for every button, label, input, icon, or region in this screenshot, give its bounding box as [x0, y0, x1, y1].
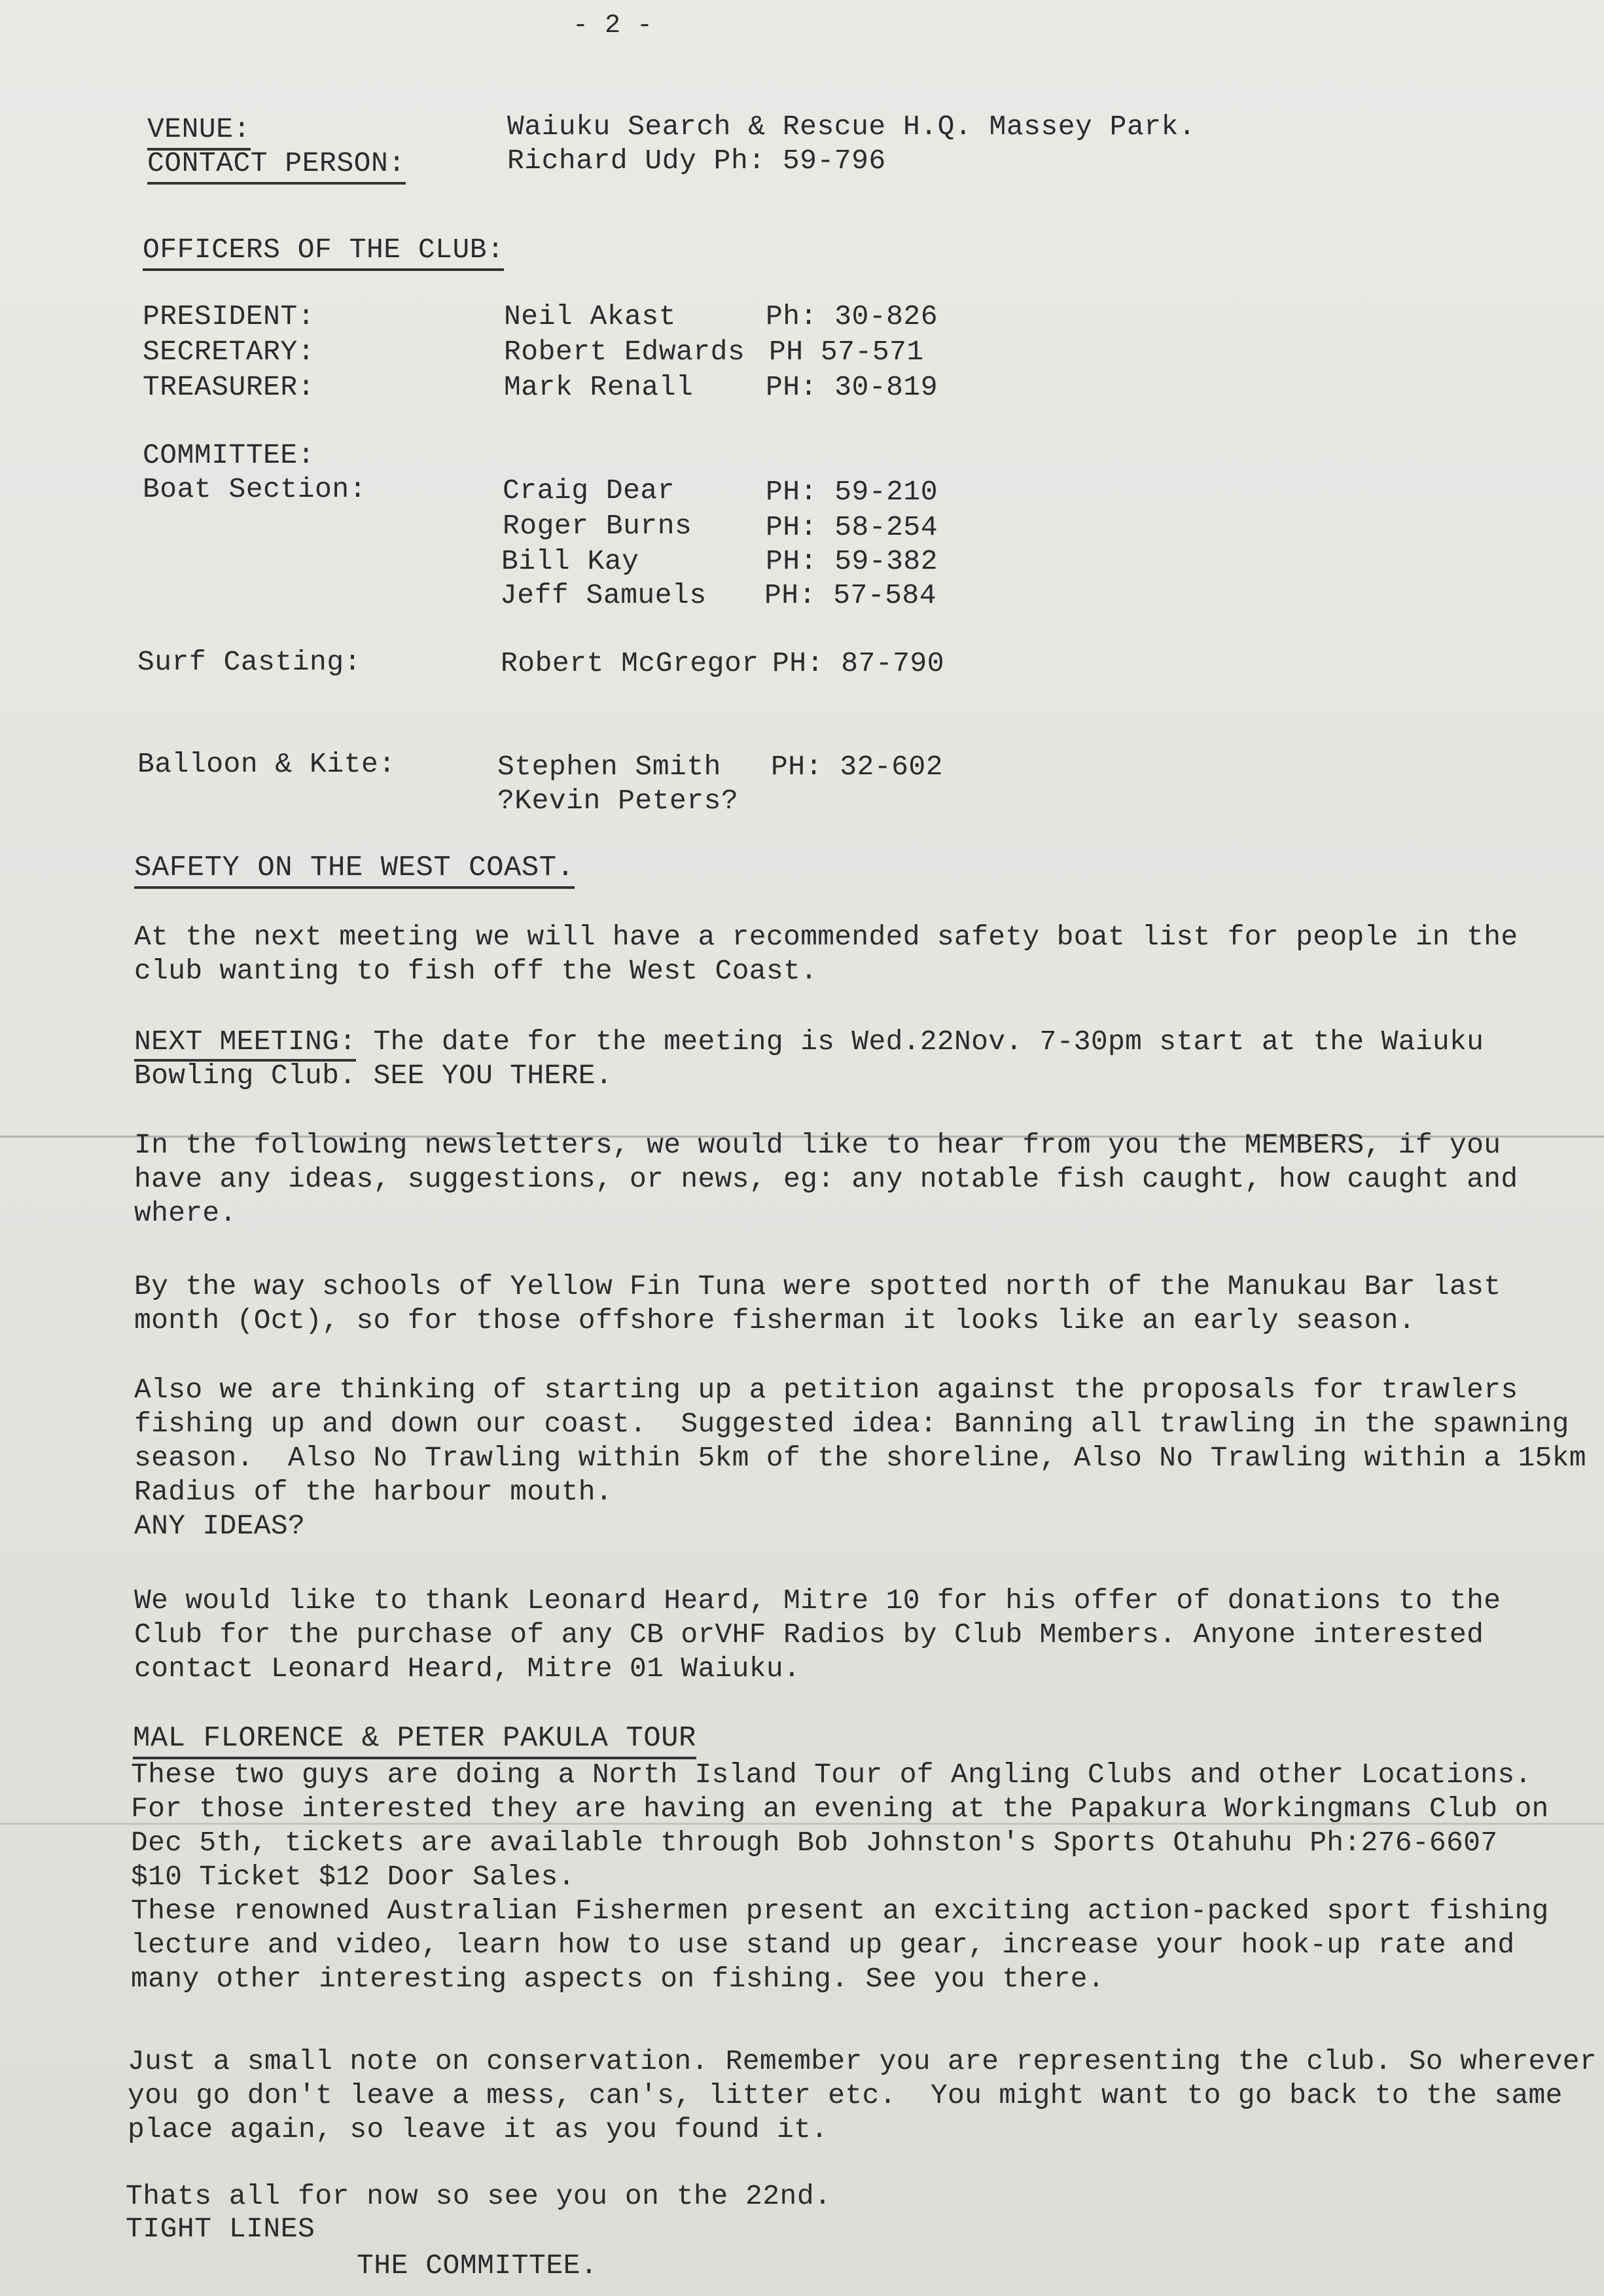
paragraph-line: where. — [134, 1197, 237, 1229]
officer-role: PRESIDENT: — [143, 300, 315, 332]
conservation-paragraph — [128, 2045, 1597, 2147]
paragraph-line: Bowling Club. SEE YOU THERE. — [134, 1060, 613, 1092]
paragraph-line: Dec 5th, tickets are available through Bob Johnston's Sports Otahuhu Ph:276-6607 — [131, 1827, 1498, 1859]
tuna-paragraph — [134, 1270, 1508, 1338]
paragraph-line: For those interested they are having an evening at the Papakura Workingmans Club on — [131, 1793, 1549, 1825]
tour-heading: MAL FLORENCE & PETER PAKULA TOUR — [133, 1721, 696, 1759]
paragraph-line: $10 Ticket $12 Door Sales. — [131, 1861, 575, 1893]
committee-member-phone: PH: 57-584 — [764, 579, 937, 611]
paragraph-line: Also we are thinking of starting up a petition against the proposals for trawlers — [134, 1374, 1518, 1406]
paragraph-line: contact Leonard Heard, Mitre 01 Waiuku. — [134, 1653, 801, 1685]
paragraph-line: have any ideas, suggestions, or news, eg: any notable fish caught, how caught and — [134, 1163, 1518, 1195]
petition-paragraph — [134, 1373, 1586, 1543]
paragraph-line: fishing up and down our coast. Suggested idea: Banning all trawling in the spawning — [134, 1408, 1569, 1440]
contact-value: Richard Udy Ph: 59-796 — [507, 145, 886, 177]
paragraph-line: By the way schools of Yellow Fin Tuna were spotted north of the Manukau Bar last — [134, 1270, 1501, 1302]
paragraph-line: many other interesting aspects on fishing. See you there. — [131, 1963, 1105, 1995]
venue-label: VENUE: — [147, 113, 251, 151]
paragraph-line: season. Also No Trawling within 5km of the shoreline, Also No Trawling within a 15km — [134, 1442, 1586, 1474]
boat-section-label: Boat Section: — [143, 473, 366, 505]
surf-casting-phone: PH: 87-790 — [772, 647, 945, 679]
balloon-kite-label: Balloon & Kite: — [137, 748, 396, 780]
paragraph-line: club wanting to fish off the West Coast. — [134, 955, 818, 987]
paragraph-line: you go don't leave a mess, can's, litter etc. You might want to go back to the same — [128, 2079, 1563, 2111]
contact-label: CONTACT PERSON: — [147, 147, 406, 185]
committee-member-name: Jeff Samuels — [500, 579, 707, 611]
safety-heading: SAFETY ON THE WEST COAST. — [134, 851, 575, 889]
officer-role: TREASURER: — [143, 371, 315, 403]
signature: THE COMMITTEE. — [357, 2250, 598, 2282]
paragraph-line: These renowned Australian Fishermen present an exciting action-packed sport fishing — [131, 1895, 1549, 1927]
paragraph-line: At the next meeting we will have a recommended safety boat list for people in the — [134, 921, 1518, 953]
safety-paragraph — [134, 920, 1518, 988]
balloon-kite-phone: PH: 32-602 — [771, 751, 944, 783]
next-meeting-label: NEXT MEETING: — [134, 1026, 356, 1062]
officer-phone: Ph: 30-826 — [766, 300, 938, 332]
officer-phone: PH: 30-819 — [766, 371, 938, 403]
tour-paragraph — [131, 1758, 1549, 1996]
paragraph-line: In the following newsletters, we would like to hear from you the MEMBERS, if you — [134, 1129, 1501, 1161]
paragraph-line: ANY IDEAS? — [134, 1510, 306, 1542]
committee-heading: COMMITTEE: — [143, 439, 315, 471]
paragraph-line: We would like to thank Leonard Heard, Mitre 10 for his offer of donations to the — [134, 1585, 1501, 1617]
committee-member-phone: PH: 58-254 — [766, 511, 938, 543]
surf-casting-name: Robert McGregor — [501, 647, 759, 679]
paragraph-line: Club for the purchase of any CB orVHF Radios by Club Members. Anyone interested — [134, 1619, 1484, 1651]
thanks-paragraph — [134, 1584, 1508, 1686]
paragraph-line: lecture and video, learn how to use stand up gear, increase your hook-up rate and — [131, 1929, 1515, 1961]
officers-heading: OFFICERS OF THE CLUB: — [143, 233, 504, 271]
closing-line: Thats all for now so see you on the 22nd. — [126, 2180, 832, 2212]
officer-name: Neil Akast — [504, 300, 677, 332]
page-number: - 2 - — [573, 11, 653, 41]
committee-member-phone: PH: 59-210 — [766, 476, 938, 508]
balloon-kite-name-2: ?Kevin Peters? — [497, 785, 739, 817]
members-paragraph — [134, 1128, 1518, 1230]
paragraph-line: These two guys are doing a North Island Tour of Angling Clubs and other Locations. — [131, 1759, 1532, 1791]
tight-lines: TIGHT LINES — [126, 2213, 315, 2245]
balloon-kite-name: Stephen Smith — [497, 751, 721, 783]
officer-role: SECRETARY: — [143, 336, 315, 368]
officer-name: Robert Edwards — [504, 336, 745, 368]
paragraph-line: The date for the meeting is Wed.22Nov. 7-30pm start at the Waiuku — [356, 1026, 1484, 1058]
surf-casting-label: Surf Casting: — [137, 646, 361, 678]
committee-member-name: Roger Burns — [503, 510, 692, 542]
committee-member-phone: PH: 59-382 — [766, 545, 938, 577]
committee-member-name: Craig Dear — [503, 475, 675, 507]
paragraph-line: Just a small note on conservation. Remember you are representing the club. So wherever — [128, 2045, 1597, 2077]
paragraph-line: month (Oct), so for those offshore fisherman it looks like an early season. — [134, 1304, 1416, 1336]
paragraph-line: place again, so leave it as you found it. — [128, 2113, 829, 2145]
officer-name: Mark Renall — [504, 371, 694, 403]
venue-value: Waiuku Search & Rescue H.Q. Massey Park. — [507, 111, 1196, 143]
paragraph-line: Radius of the harbour mouth. — [134, 1476, 613, 1508]
next-meeting-paragraph — [134, 1025, 1508, 1093]
officer-phone: PH 57-571 — [769, 336, 924, 368]
committee-member-name: Bill Kay — [501, 545, 639, 577]
